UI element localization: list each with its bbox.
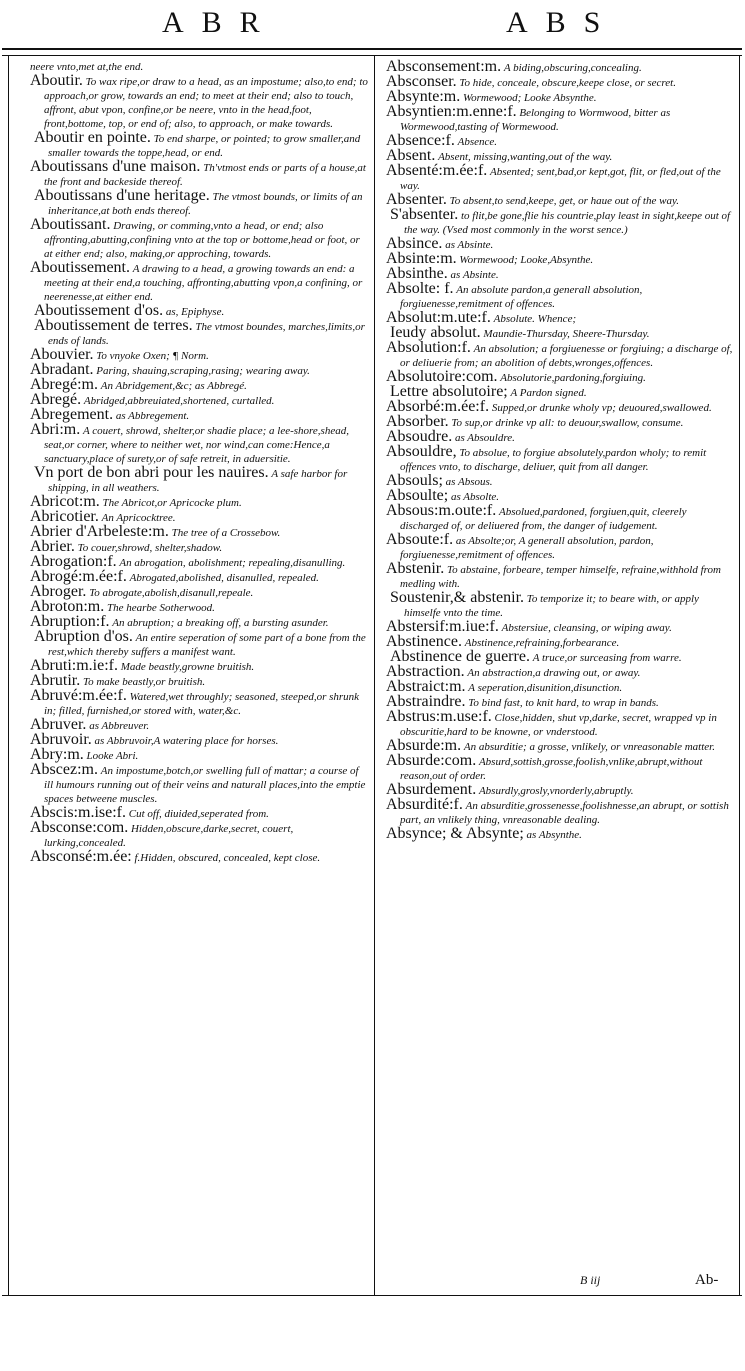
- dictionary-entry: [386, 105, 734, 134]
- entry-headword: Absurdement.: [386, 781, 477, 798]
- entry-headword: Abry:m.: [30, 746, 84, 763]
- entry-headword: Abruption:f.: [30, 613, 110, 630]
- entry-definition: Belonging to Wormwood, bitter as Wormewood,tasting of Wormewood.: [400, 107, 671, 133]
- dictionary-entry: [30, 466, 368, 495]
- entry-headword: Abregement.: [30, 406, 114, 423]
- entry-definition: An absolute pardon,a generall absolution, forgiuenesse,remitment of offences.: [400, 284, 643, 310]
- entry-definition: An impostume,botch,or swelling full of mattar; a course of ill humours running out of their veins and naturall places,into the emptie spaces betweene muscles.: [44, 765, 366, 805]
- left-running-head: ABR: [162, 6, 278, 39]
- entry-definition: Absolute. Whence;: [493, 313, 577, 325]
- entry-definition: Looke Abri.: [86, 750, 139, 762]
- entry-headword: Absurde:com.: [386, 752, 477, 769]
- entry-headword: Abruvé:m.ée:f.: [30, 687, 127, 704]
- entry-headword: Abruti:m.ie:f.: [30, 657, 118, 674]
- entry-headword: Abrogé:m.ée:f.: [30, 568, 127, 585]
- right-running-head: ABS: [506, 6, 619, 39]
- entry-definition: Made beastly,growne bruitish.: [120, 661, 255, 673]
- entry-headword: Abri:m.: [30, 421, 81, 438]
- entry-definition: as Abbregement.: [115, 410, 190, 422]
- entry-definition: The tree of a Crossebow.: [171, 527, 281, 539]
- entry-headword: Abruvoir.: [30, 731, 92, 748]
- footer-rule: [2, 1295, 742, 1296]
- entry-definition: Hidden,obscure,darke,secret, couert, lurking,concealed.: [44, 823, 294, 849]
- entry-headword: Aboutir en pointe.: [34, 129, 151, 146]
- dictionary-entry: [386, 591, 734, 620]
- entry-headword: Soustenir,& abstenir.: [390, 589, 525, 606]
- entry-definition: To couer,shrowd, shelter,shadow.: [77, 542, 223, 554]
- entry-definition: Absolutorie,pardoning,forgiuing.: [500, 372, 646, 384]
- entry-headword: Abroton:m.: [30, 598, 105, 615]
- entry-definition: A truce,or surceasing from warre.: [532, 652, 682, 664]
- dictionary-entry: [386, 754, 734, 783]
- entry-headword: Abricotier.: [30, 508, 99, 525]
- entry-definition: The vtmost boundes, marches,limits,or ends of lands.: [48, 321, 365, 347]
- dictionary-entry: [386, 798, 734, 827]
- entry-headword: Absent.: [386, 147, 436, 164]
- entry-headword: Absorbé:m.ée:f.: [386, 398, 490, 415]
- entry-headword: Abstraindre.: [386, 693, 466, 710]
- dictionary-entry: [30, 189, 368, 218]
- entry-headword: Absolut:m.ute:f.: [386, 309, 491, 326]
- entry-definition: Th'vtmost ends or parts of a house,at the front and backeside thereof.: [44, 162, 366, 188]
- entry-definition: Absurdly,grosly,vnorderly,abruptly.: [478, 785, 634, 797]
- entry-definition: To vnyoke Oxen; ¶ Norm.: [96, 350, 209, 362]
- entry-headword: Absinthe.: [386, 265, 448, 282]
- entry-definition: Wormewood; Looke Absynthe.: [462, 92, 597, 104]
- entry-headword: Absoute:f.: [386, 531, 454, 548]
- dictionary-entry: [386, 533, 734, 562]
- entry-headword: Abroger.: [30, 583, 87, 600]
- dictionary-entry: [30, 689, 368, 718]
- entry-headword: Absince.: [386, 235, 443, 252]
- entry-definition: Maundie-Thursday, Sheere-Thursday.: [483, 328, 650, 340]
- entry-headword: Abstraict:m.: [386, 678, 466, 695]
- dictionary-entry: [386, 208, 734, 237]
- entry-definition: An absurditie,grossenesse,foolishnesse,an abrupt, or sottish part, an vnlikely thing, vnreasonable dealing.: [400, 800, 729, 826]
- dictionary-entry: [386, 164, 734, 193]
- entry-headword: Absurdité:f.: [386, 796, 463, 813]
- entry-headword: Aboutissant.: [30, 216, 111, 233]
- entry-headword: Absoulte;: [386, 487, 449, 504]
- entry-headword: Absous:m.oute:f.: [386, 502, 497, 519]
- entry-definition: An abstraction,a drawing out, or away.: [467, 667, 641, 679]
- entry-headword: Absouls;: [386, 472, 443, 489]
- entry-definition: Abstersiue, cleansing, or wiping away.: [501, 622, 672, 634]
- entry-definition: To absent,to send,keepe, get, or haue out of the way.: [449, 195, 679, 207]
- entry-headword: Abstersif:m.iue:f.: [386, 618, 499, 635]
- catchword: Ab-: [695, 1272, 719, 1288]
- entry-definition: A couert, shrowd, shelter,or shadie place; a lee-shore,shead, seat,or corner, where to neither wet, nor wind,can come:Hence,a sanctuary,place of surety,or of safe retreit, in aduersitie.: [44, 425, 349, 465]
- entry-headword: Abrier.: [30, 538, 75, 555]
- entry-definition: To hide, conceale, obscure,keepe close, or secret.: [459, 77, 676, 89]
- entry-definition: Absent, missing,wanting,out of the way.: [438, 151, 613, 163]
- entry-headword: Abregé:m.: [30, 376, 98, 393]
- entry-headword: Abradant.: [30, 361, 94, 378]
- entry-definition: To make beastly,or bruitish.: [82, 676, 206, 688]
- entry-headword: Abscez:m.: [30, 761, 98, 778]
- entry-definition: as Absolte.: [450, 491, 500, 503]
- dictionary-entry: [30, 850, 368, 865]
- entry-definition: To end sharpe, or pointed; to grow smaller,and smaller towards the toppe,head, or end.: [48, 133, 361, 159]
- entry-headword: Vn port de bon abri pour les nauires.: [34, 464, 269, 481]
- dictionary-entry: [30, 630, 368, 659]
- entry-headword: Abstraction.: [386, 663, 465, 680]
- entry-definition: as Absynthe.: [526, 829, 582, 841]
- entry-definition: To sup,or drinke vp all: to deuour,swallow, consume.: [451, 417, 684, 429]
- entry-definition: To abstaine, forbeare, temper himselfe, refraine,withhold from medling with.: [400, 564, 721, 590]
- header-rule-top: [2, 48, 742, 50]
- dictionary-entry: [386, 710, 734, 739]
- entry-definition: as Absolte;or, A generall absolution, pardon, forgiuenesse,remitment of offences.: [400, 535, 654, 561]
- entry-definition: Absented; sent,bad,or kept,got, flit, or fled,out of the way.: [400, 166, 721, 192]
- right-column: [386, 60, 734, 842]
- entry-headword: Absolutoire:com.: [386, 368, 498, 385]
- signature-mark: B iij: [580, 1273, 601, 1287]
- entry-definition: to flit,be gone,flie his countrie,play least in sight,keepe out of the way. (Vsed most commonly in the worst sence.): [404, 210, 731, 236]
- entry-headword: Aboutir.: [30, 72, 83, 89]
- dictionary-entry: [386, 827, 734, 842]
- entry-headword: Absyntien:m.enne:f.: [386, 103, 517, 120]
- entry-definition: as Abbreuver.: [89, 720, 150, 732]
- entry-headword: Abstenir.: [386, 560, 445, 577]
- dictionary-entry: [386, 282, 734, 311]
- entry-definition: Absurd,sottish,grosse,foolish,vnlike,abrupt,without reason,out of order.: [400, 756, 703, 782]
- entry-headword: Abricot:m.: [30, 493, 100, 510]
- dictionary-entry: [386, 134, 734, 149]
- entry-headword: Abrutir.: [30, 672, 81, 689]
- dictionary-entry: [386, 445, 734, 474]
- entry-definition: An abruption; a breaking off, a bursting asunder.: [112, 617, 329, 629]
- entry-definition: neere vnto,met at,the end.: [30, 61, 144, 73]
- dictionary-entry: [30, 763, 368, 806]
- entry-definition: An absolution; a forgiuenesse or forgiuing; a discharge of, or deliuerie from; an abolition of debts,wronges,offences.: [400, 343, 733, 369]
- entry-headword: Absorber.: [386, 413, 449, 430]
- entry-headword: Lettre absolutoire;: [390, 383, 508, 400]
- left-column: [30, 60, 368, 865]
- dictionary-entry: [30, 261, 368, 304]
- entry-definition: Close,hidden, shut vp,darke, secret, wrapped vp in obscuritie,hard to be knowne, or vnderstood.: [400, 712, 717, 738]
- entry-definition: A seperation,disunition,disunction.: [468, 682, 623, 694]
- entry-headword: Absconsement:m.: [386, 58, 502, 75]
- entry-headword: Aboutissans d'une heritage.: [34, 187, 210, 204]
- entry-definition: as, Epiphyse.: [165, 306, 225, 318]
- entry-headword: Absurde:m.: [386, 737, 462, 754]
- entry-headword: Absenté:m.ée:f.: [386, 162, 488, 179]
- entry-definition: An Apricocktree.: [101, 512, 176, 524]
- dictionary-entry: [30, 821, 368, 850]
- entry-definition: f.Hidden, obscured, concealed, kept close.: [134, 852, 321, 864]
- entry-definition: as Absouldre.: [454, 432, 515, 444]
- entry-headword: Absence:f.: [386, 132, 455, 149]
- entry-definition: Abridged,abbreuiated,shortened, curtalled.: [83, 395, 275, 407]
- entry-definition: as Absous.: [445, 476, 493, 488]
- entry-definition: An abrogation, abolishment; repealing,disanulling.: [119, 557, 346, 569]
- entry-headword: Ieudy absolut.: [390, 324, 481, 341]
- entry-headword: Abruption d'os.: [34, 628, 133, 645]
- entry-definition: as Abbruvoir,A watering place for horses.: [94, 735, 279, 747]
- entry-headword: Absconsé:m.ée:: [30, 848, 132, 865]
- entry-headword: Absynce; & Absynte;: [386, 825, 524, 842]
- entry-headword: Abscis:m.ise:f.: [30, 804, 126, 821]
- entry-headword: Absconse:com.: [30, 819, 129, 836]
- dictionary-entry: [30, 423, 368, 466]
- dictionary-entry: [386, 341, 734, 370]
- entry-definition: To bind fast, to knit hard, to wrap in bands.: [468, 697, 659, 709]
- entry-definition: Abrogated,abolished, disanulled, repealed.: [129, 572, 319, 584]
- column-divider: [374, 55, 375, 1295]
- entry-headword: Abouvier.: [30, 346, 94, 363]
- entry-definition: To abrogate,abolish,disanull,repeale.: [89, 587, 254, 599]
- entry-definition: as Absinte.: [445, 239, 494, 251]
- entry-headword: Abregé.: [30, 391, 82, 408]
- entry-definition: The vtmost bounds, or limits of an inheritance,at both ends thereof.: [48, 191, 363, 217]
- entry-definition: An Abridgement,&c; as Abbregé.: [100, 380, 247, 392]
- dictionary-entry: [386, 504, 734, 533]
- entry-definition: An absurditie; a grosse, vnlikely, or vnreasonable matter.: [463, 741, 715, 753]
- entry-definition: A safe harbor for shipping, in all weathers.: [48, 468, 348, 494]
- entry-definition: The hearbe Sotherwood.: [106, 602, 215, 614]
- entry-headword: Absoudre.: [386, 428, 453, 445]
- entry-definition: Drawing, or comming,vnto a head, or end; also affronting,abutting,confining vnto at the top or bottome,head or foot, or at either end; also, making,or approching, towards.: [44, 220, 360, 260]
- entry-headword: Aboutissement.: [30, 259, 130, 276]
- entry-headword: Aboutissement de terres.: [34, 317, 193, 334]
- entry-headword: Absolte: f.: [386, 280, 454, 297]
- entry-headword: Abstinence de guerre.: [390, 648, 530, 665]
- entry-definition: The Abricot,or Apricocke plum.: [102, 497, 242, 509]
- dictionary-entry: [30, 74, 368, 131]
- entry-headword: S'absenter.: [390, 206, 459, 223]
- entry-definition: as Absinte.: [450, 269, 499, 281]
- entry-headword: Aboutissans d'une maison.: [30, 158, 201, 175]
- left-border: [8, 55, 9, 1295]
- entry-headword: Absenter.: [386, 191, 447, 208]
- entry-headword: Absouldre,: [386, 443, 457, 460]
- entry-definition: Paring, shauing,scraping,rasing; wearing away.: [96, 365, 310, 377]
- right-border: [739, 55, 740, 1295]
- entry-headword: Abrier d'Arbeleste:m.: [30, 523, 169, 540]
- entry-definition: Absence.: [457, 136, 498, 148]
- entry-headword: Absynte:m.: [386, 88, 461, 105]
- entry-definition: To temporize it; to beare with, or apply himselfe vnto the time.: [404, 593, 699, 619]
- entry-definition: To wax ripe,or draw to a head, as an impostume; also,to end; to approach,or grow, towards an end; to meet at their end; also to touch, affront, abut vpon, confine,or be neere, vnto in the head,foot, front,bottome, top, or end of; also, to approach, or make towards.: [44, 76, 368, 130]
- dictionary-entry: [30, 160, 368, 189]
- entry-headword: Abrogation:f.: [30, 553, 117, 570]
- entry-definition: Watered,wet throughly; seasoned, steeped,or shrunk in; filled, furnished,or stored with, water,&c.: [44, 691, 360, 717]
- entry-headword: Absolution:f.: [386, 339, 471, 356]
- dictionary-entry: [30, 525, 368, 540]
- entry-headword: Abstinence.: [386, 633, 462, 650]
- entry-definition: A drawing to a head, a growing towards an end: a meeting at their end,a touching, affronting,abutting vpon,a confining, or neerenesse,at either end.: [44, 263, 363, 303]
- dictionary-entry: [30, 659, 368, 674]
- header-rule-bottom: [2, 55, 742, 56]
- dictionary-entry: [30, 408, 368, 423]
- entry-definition: Supped,or drunke wholy vp; deuoured,swallowed.: [491, 402, 712, 414]
- entry-headword: Absinte:m.: [386, 250, 457, 267]
- dictionary-entry: [386, 562, 734, 591]
- entry-definition: A biding,obscuring,concealing.: [503, 62, 642, 74]
- entry-headword: Abstrus:m.use:f.: [386, 708, 492, 725]
- entry-definition: Cut off, diuided,seperated from.: [128, 808, 269, 820]
- entry-definition: Absolued,pardoned, forgiuen,quit, cleerely discharged of, or deliuered from, the danger of iudgement.: [400, 506, 687, 532]
- entry-definition: An entire seperation of some part of a bone from the rest,which thereby suffers a manifest want.: [48, 632, 366, 658]
- entry-definition: To absolue, to forgiue absolutely,pardon wholy; to remit offences vnto, to discharge, deliuer, quit from all danger.: [400, 447, 707, 473]
- entry-headword: Absconser.: [386, 73, 457, 90]
- entry-definition: Abstinence,refraining,forbearance.: [464, 637, 620, 649]
- dictionary-entry: [30, 218, 368, 261]
- entry-headword: Aboutissement d'os.: [34, 302, 164, 319]
- dictionary-entry: [30, 319, 368, 348]
- entry-headword: Abruver.: [30, 716, 87, 733]
- entry-definition: Wormewood; Looke,Absynthe.: [459, 254, 594, 266]
- entry-definition: A Pardon signed.: [510, 387, 587, 399]
- dictionary-entry: [30, 131, 368, 160]
